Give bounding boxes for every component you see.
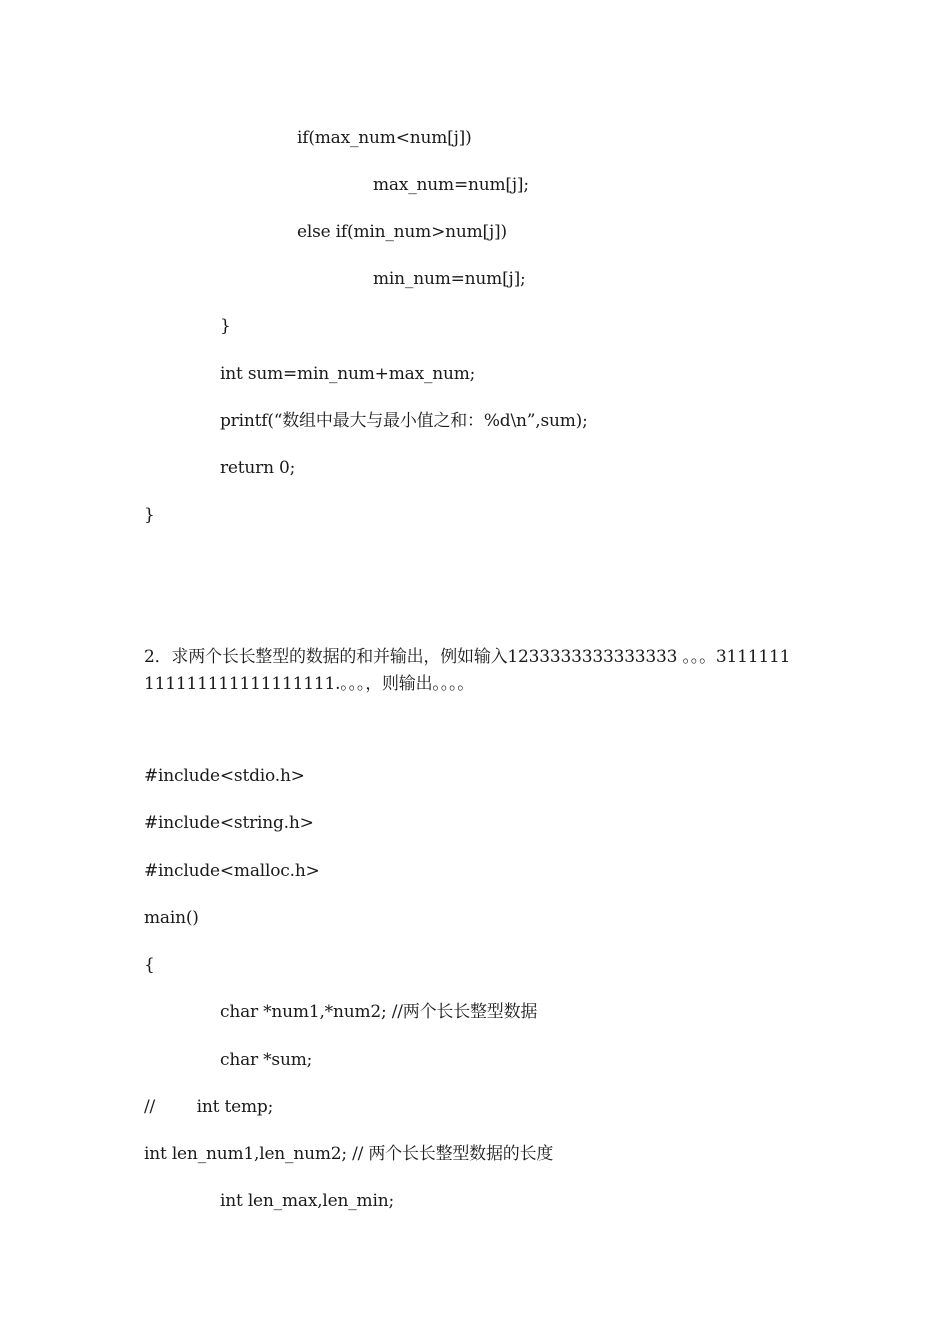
code-line: // int temp; — [144, 1097, 274, 1117]
code-line: int len_num1,len_num2; // 两个长长整型数据的长度 — [144, 1144, 554, 1164]
code-line: #include<malloc.h> — [144, 861, 320, 881]
code-line: main() — [144, 908, 199, 928]
code-line: #include<stdio.h> — [144, 766, 305, 786]
code-line: min_num=num[j]; — [373, 269, 526, 289]
code-line: { — [144, 955, 155, 975]
question-paragraph: 2．求两个长长整型的数据的和并输出，例如输入1233333333333333 。。。3111111111111111111111111.。。。，则输出。。。。 — [144, 647, 791, 694]
code-line: if(max_num<num[j]) — [297, 128, 472, 148]
code-line: } — [144, 505, 155, 525]
code-line: return 0; — [220, 458, 296, 478]
code-line: max_num=num[j]; — [373, 175, 529, 195]
code-line: int len_max,len_min; — [220, 1191, 394, 1211]
code-line: printf(“数组中最大与最小值之和：%d\n”,sum); — [220, 411, 588, 431]
code-line: } — [220, 316, 231, 336]
code-line: char *num1,*num2; //两个长长整型数据 — [220, 1002, 538, 1022]
code-line: #include<string.h> — [144, 813, 314, 833]
code-line: char *sum; — [220, 1050, 313, 1070]
code-line: int sum=min_num+max_num; — [220, 364, 476, 384]
code-line: else if(min_num>num[j]) — [297, 222, 507, 242]
